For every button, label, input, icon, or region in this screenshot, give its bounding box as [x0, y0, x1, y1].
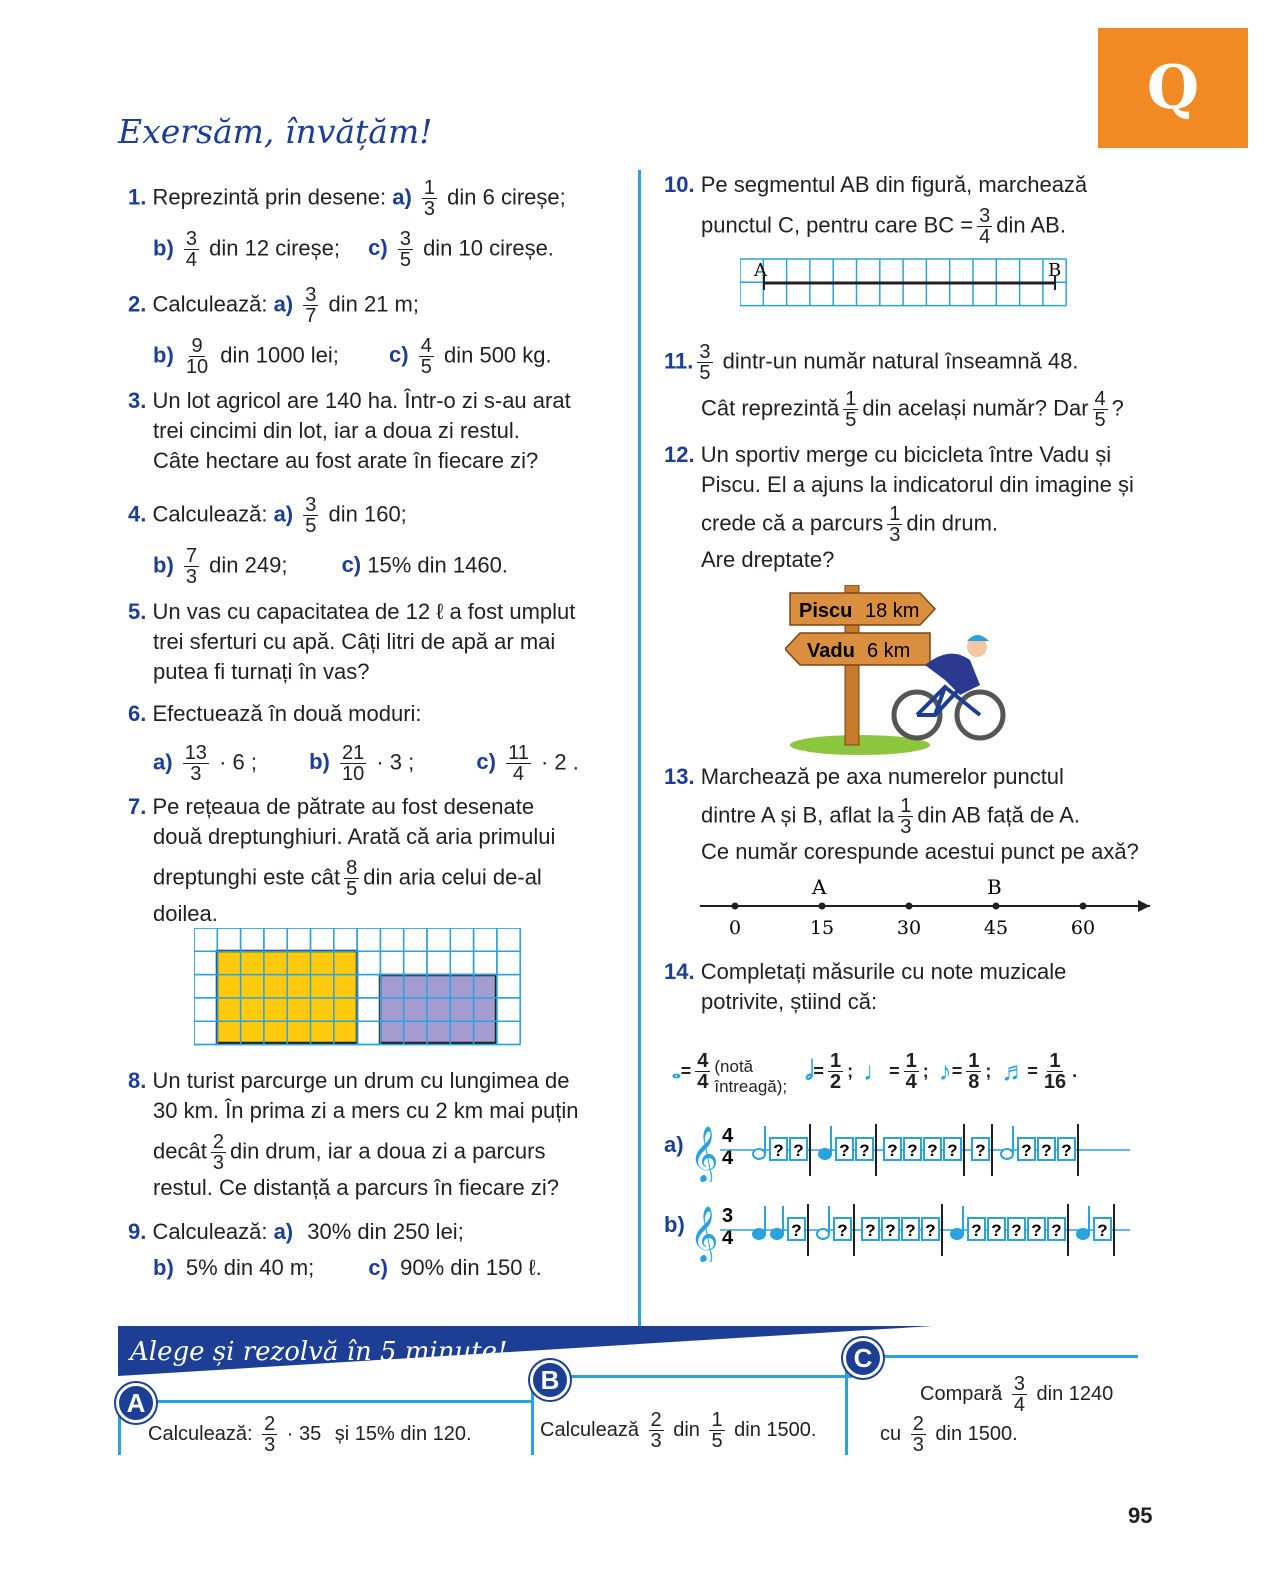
item-label: b): [153, 552, 174, 578]
ex13: [664, 762, 1139, 867]
axis-tick-label: 15: [809, 917, 835, 939]
ex-text: Efectuează în două moduri:: [152, 701, 422, 726]
denominator: 10: [341, 763, 365, 785]
ex-text: putea fi turnați în vas?: [153, 659, 370, 684]
point-b-label: B: [1048, 260, 1062, 281]
fraction: [184, 546, 199, 587]
ex-text: doilea.: [153, 901, 218, 926]
ex-text: crede că a parcurs: [701, 510, 884, 536]
numerator: 2: [212, 1131, 224, 1153]
chapter-letter: Q: [1146, 53, 1200, 123]
ex-text: ?: [1111, 395, 1124, 421]
numerator: 2: [264, 1413, 276, 1435]
page-title: Exersăm, învățăm!: [118, 112, 433, 151]
answer-placeholder: ?: [925, 1221, 936, 1240]
ex-text: 15% din 1460.: [367, 552, 508, 578]
denominator: 3: [650, 1430, 662, 1452]
denominator: 4: [697, 1070, 709, 1093]
ex-text: Un turist parcurge un drum cu lungimea de: [152, 1068, 570, 1093]
number-axis: [700, 872, 1150, 942]
box-text: din: [673, 1418, 700, 1441]
answer-placeholder: ?: [947, 1141, 958, 1160]
ex-text: Piscu. El a ajuns la indicatorul din imagine și: [701, 472, 1134, 497]
answer-placeholder: ?: [905, 1221, 916, 1240]
ex12: [664, 440, 1134, 575]
denominator: 3: [900, 816, 912, 838]
denominator: 5: [420, 356, 432, 378]
item-label: c): [389, 342, 409, 368]
sign-vadu-label: Vadu: [807, 640, 855, 662]
fraction: [211, 1132, 226, 1173]
box-b-badge: B: [530, 1360, 570, 1400]
denominator: 5: [1094, 409, 1106, 431]
denominator: 5: [399, 249, 411, 271]
numerator: 4: [1094, 388, 1106, 410]
box-text: cu: [880, 1422, 902, 1445]
fraction: [340, 743, 366, 784]
point-a-label: A: [812, 875, 827, 899]
ex-text: dreptunghi este cât: [153, 864, 341, 890]
numerator: 1: [905, 1049, 917, 1072]
numerator: 3: [185, 228, 198, 250]
answer-placeholder: ?: [865, 1221, 876, 1240]
half-note-icon: [753, 1149, 765, 1159]
sign-vadu-distance: 6 km: [867, 640, 911, 662]
box-c-badge: C: [843, 1338, 883, 1378]
denominator: 4: [1013, 1394, 1025, 1416]
denominator: 3: [423, 198, 436, 220]
ex-number: 12.: [664, 442, 695, 467]
half-note-icon: [817, 1229, 829, 1239]
denominator: 3: [185, 566, 198, 588]
ex-text: potrivite, știind că:: [701, 989, 878, 1014]
ex11: [664, 342, 1124, 430]
numerator: 4: [697, 1049, 709, 1072]
ex-text: dintr-un număr natural înseamnă 48.: [722, 348, 1079, 374]
answer-placeholder: ?: [907, 1141, 918, 1160]
half-note-icon: [1001, 1149, 1013, 1159]
numerator: 13: [184, 742, 207, 764]
axis-tick: [1080, 903, 1087, 910]
ex4-line2: [153, 546, 508, 587]
ex-text: Ce număr corespunde acestui punct pe axă?: [701, 839, 1139, 864]
answer-placeholder: ?: [837, 1221, 848, 1240]
ex8: [128, 1066, 578, 1203]
item-label: a): [664, 1132, 684, 1157]
item-label: b): [153, 342, 174, 368]
denominator: 4: [512, 763, 525, 785]
answer-placeholder: ?: [859, 1141, 870, 1160]
fraction: [911, 1414, 926, 1455]
numerator: 7: [185, 545, 198, 567]
fraction: [887, 504, 902, 545]
fraction: [422, 178, 437, 219]
answer-placeholder: ?: [791, 1221, 802, 1240]
caption-line: întreagă);: [714, 1077, 788, 1096]
fraction: [966, 1051, 981, 1092]
item-label: c): [476, 749, 496, 775]
ex-number: 13.: [664, 764, 695, 789]
answer-placeholder: ?: [1011, 1221, 1022, 1240]
fraction: [904, 1051, 919, 1092]
ex-text: din 500 kg.: [443, 342, 552, 368]
item-label: a): [273, 501, 294, 527]
ex9-line2: [153, 1253, 542, 1283]
denominator: 2: [829, 1070, 842, 1093]
ex-text: Pe segmentul AB din figură, marchează: [700, 172, 1088, 197]
column-divider: [638, 170, 641, 1330]
box-text: · 35: [286, 1422, 322, 1445]
numerator: 1: [1049, 1049, 1061, 1072]
fraction: [1042, 1051, 1068, 1092]
sign-piscu-distance: 18 km: [865, 600, 920, 622]
ex-number: 3.: [128, 388, 147, 413]
axis-tick-label: 0: [728, 917, 742, 939]
axis-tick: [732, 903, 739, 910]
box-text: din 1240: [1036, 1382, 1114, 1405]
numerator: 1: [900, 795, 912, 817]
answer-placeholder: ?: [927, 1141, 938, 1160]
numerator: 1: [889, 503, 901, 525]
numerator: 3: [305, 494, 317, 516]
ex-number: 9.: [128, 1219, 147, 1244]
note-values-legend: 𝅝 = $\frac{4}{4}$ (notă întreagă); 𝅗𝅥 = $\frac{1}{2}$ ; ♩ = $\frac{1}{4}$ ; ♪ = $\frac{1}{8}$ ; ♬ = $\frac{1}{16}$ .: [672, 1049, 1078, 1096]
grid-rectangles-figure: [194, 928, 524, 1048]
answer-placeholder: ?: [1051, 1221, 1062, 1240]
ex-text: · 3 ;: [376, 749, 415, 775]
fraction: [1093, 389, 1108, 430]
ex-number: 1.: [128, 184, 147, 210]
ex-text: Un vas cu capacitatea de 12 ℓ a fost umplut: [152, 599, 576, 624]
answer-placeholder: ?: [1097, 1221, 1108, 1240]
denominator: 7: [305, 305, 317, 327]
ex-text: din drum, iar a doua zi a parcurs: [229, 1138, 546, 1164]
ex-text: 90% din 150 ℓ.: [400, 1255, 542, 1280]
ex-text: Calculează:: [152, 1219, 268, 1244]
box-a-badge: A: [116, 1383, 156, 1423]
ex9-line1: [128, 1217, 464, 1247]
ex-text: · 2 .: [540, 749, 579, 775]
answer-placeholder: ?: [975, 1141, 986, 1160]
axis-tick-label: 45: [983, 917, 1009, 939]
denominator: 3: [264, 1434, 276, 1456]
numerator: 1: [829, 1049, 842, 1072]
fraction: [697, 342, 712, 383]
quarter-note-icon: [771, 1229, 783, 1239]
staff-a: [690, 1112, 1130, 1182]
ex-number: 7.: [128, 794, 147, 819]
box-c-line1: [920, 1374, 1113, 1415]
ex-text: Un lot agricol are 140 ha. Într-o zi s-au arat: [152, 388, 571, 413]
numerator: 1: [711, 1409, 723, 1431]
ex-text: · 6 ;: [219, 749, 257, 775]
box-text: și 15% din 120.: [334, 1422, 472, 1445]
ex-text: din aria celui de-al: [363, 864, 542, 890]
axis-tick: [993, 903, 1000, 910]
ex10: [664, 170, 1087, 247]
denominator: 3: [212, 1152, 224, 1174]
fraction: [898, 796, 913, 837]
item-label: a): [273, 291, 294, 317]
ex-text: din 10 cireșe.: [423, 235, 554, 261]
ex-text: din drum.: [906, 510, 999, 536]
box-text: Calculează:: [148, 1422, 253, 1445]
fraction: [303, 285, 318, 326]
ex-text: 30% din 250 lei;: [307, 1219, 464, 1244]
quarter-note-icon: [1077, 1229, 1089, 1239]
ex5: [128, 597, 575, 687]
numerator: 9: [191, 335, 203, 357]
axis-ticks: [729, 903, 1095, 940]
banner-title: Alege și rezolvă în 5 minute!: [130, 1337, 508, 1367]
numerator: 8: [346, 857, 358, 879]
ex-text: punctul C, pentru care BC =: [701, 212, 974, 238]
item-label: a): [153, 749, 173, 775]
fraction: [709, 1410, 724, 1451]
numerator: 1: [423, 177, 436, 199]
denominator: 5: [346, 878, 358, 900]
denominator: 16: [1043, 1070, 1067, 1093]
item-label: a): [273, 1219, 294, 1244]
ex-text: Are dreptate?: [701, 547, 835, 572]
item-label: c): [341, 552, 362, 578]
denominator: 4: [185, 249, 198, 271]
fraction: [183, 743, 209, 784]
staff-measures: [720, 1204, 1130, 1256]
ex6-line2: [153, 743, 579, 784]
treble-clef-icon: 𝄞: [690, 1128, 719, 1181]
fraction: [184, 336, 210, 377]
fraction: [398, 229, 413, 270]
numerator: 21: [341, 742, 365, 764]
fraction: [828, 1051, 843, 1092]
numerator: 4: [420, 335, 432, 357]
answer-placeholder: ?: [1021, 1141, 1032, 1160]
ex14: [664, 957, 1066, 1017]
ex-number: 8.: [128, 1068, 147, 1093]
treble-clef-icon: 𝄞: [690, 1208, 719, 1261]
ex-number: 10.: [664, 172, 695, 197]
denominator: 8: [968, 1070, 980, 1093]
ex-text: din 12 cireșe;: [209, 235, 340, 261]
answer-placeholder: ?: [839, 1141, 850, 1160]
item-label: a): [392, 184, 412, 210]
ex4-line1: [128, 495, 407, 536]
time-sig-bottom: 4: [722, 1227, 734, 1249]
ex-text: din AB față de A.: [917, 802, 1081, 828]
ex-text: decât: [153, 1138, 207, 1164]
time-sig-bottom: 4: [722, 1147, 734, 1169]
fraction: [419, 336, 434, 377]
ex7: [128, 792, 555, 929]
axis-tick-label: 30: [896, 917, 922, 939]
ex-text: din 160;: [328, 501, 407, 527]
numerator: 1: [845, 388, 857, 410]
ex-number: 11.: [664, 348, 694, 374]
denominator: 5: [711, 1430, 723, 1452]
rectangle-2: [380, 975, 496, 1043]
box-a-text: [148, 1414, 472, 1455]
ex-text: Cât reprezintă: [701, 395, 840, 421]
denominator: 3: [889, 524, 901, 546]
ex-text: din același număr? Dar: [862, 395, 1089, 421]
fraction: [977, 206, 992, 247]
item-label: b): [153, 1255, 174, 1280]
sixteenth-note-icon: ♬: [1001, 1055, 1028, 1086]
chapter-tab: [1098, 28, 1248, 148]
numerator: 2: [650, 1409, 662, 1431]
ex-text: Completați măsurile cu note muzicale: [700, 959, 1067, 984]
answer-placeholder: ?: [971, 1221, 982, 1240]
staff-measures: [720, 1124, 1130, 1176]
ex-text: din 249;: [209, 552, 288, 578]
denominator: 3: [912, 1434, 924, 1456]
quarter-note-icon: [753, 1229, 765, 1239]
signpost-cyclist-illustration: [785, 585, 1035, 760]
time-sig-top: 3: [722, 1205, 734, 1227]
ex-text: două dreptunghiuri. Arată că aria primului: [153, 824, 556, 849]
ex-text: Un sportiv merge cu bicicleta între Vadu și: [700, 442, 1112, 467]
ex1-line1: [128, 178, 566, 219]
answer-placeholder: ?: [885, 1221, 896, 1240]
item-label: b): [309, 749, 330, 775]
axis-tick: [819, 903, 826, 910]
ex-text: Pe rețeaua de pătrate au fost desenate: [152, 794, 535, 819]
fraction: [649, 1410, 664, 1451]
fraction: [303, 495, 318, 536]
denominator: 3: [190, 763, 202, 785]
point-b-label: B: [987, 875, 1002, 899]
half-note-icon: 𝅗𝅥: [805, 1055, 814, 1085]
ex3: [128, 386, 571, 476]
numerator: 1: [968, 1049, 980, 1072]
ex-number: 2.: [128, 291, 147, 317]
fraction: [843, 389, 858, 430]
numerator: 3: [1013, 1373, 1025, 1395]
answer-placeholder: ?: [793, 1141, 804, 1160]
answer-placeholder: ?: [1041, 1141, 1052, 1160]
denominator: 10: [185, 356, 209, 378]
ex-text: Marchează pe axa numerelor punctul: [700, 764, 1064, 789]
ex-text: restul. Ce distanță a parcurs în fiecare zi?: [153, 1175, 559, 1200]
ex-text: Reprezintă prin desene:: [152, 184, 387, 210]
ex-text: din 21 m;: [328, 291, 419, 317]
answer-placeholder: ?: [1061, 1141, 1072, 1160]
answer-placeholder: ?: [887, 1141, 898, 1160]
numerator: 3: [979, 205, 991, 227]
ex-number: 6.: [128, 701, 147, 726]
fraction: [344, 858, 359, 899]
axis-arrow: [1138, 900, 1150, 912]
caption-line: (notă: [714, 1057, 754, 1076]
ex-text: dintre A și B, aflat la: [701, 802, 895, 828]
ex-text: trei sferturi cu apă. Câți litri de apă ar mai: [153, 629, 556, 654]
box-text: din 1500.: [734, 1418, 817, 1441]
numerator: 11: [508, 742, 529, 764]
denominator: 4: [905, 1070, 917, 1093]
fraction: [184, 229, 199, 270]
ex-text: din AB.: [996, 212, 1066, 238]
numerator: 2: [912, 1413, 924, 1435]
item-label: b): [153, 235, 174, 261]
staff-b: [690, 1192, 1130, 1262]
ex-text: Câte hectare au fost arate în fiecare zi?: [153, 448, 539, 473]
ex-number: 4.: [128, 501, 147, 527]
quarter-note-icon: [951, 1229, 963, 1239]
whole-note-icon: 𝅝: [672, 1058, 681, 1083]
denominator: 4: [979, 226, 991, 248]
fraction: [262, 1414, 277, 1455]
ex-text: din 1000 lei;: [220, 342, 339, 368]
ex-text: Calculează:: [152, 291, 268, 317]
page-number: 95: [1128, 1503, 1153, 1528]
eighth-note-icon: ♪: [938, 1055, 952, 1086]
fraction: [506, 743, 531, 784]
ex-text: 30 km. În prima zi a mers cu 2 km mai puțin: [153, 1098, 579, 1123]
denominator: 5: [699, 362, 711, 384]
fraction: [695, 1051, 710, 1092]
box-text: Compară: [920, 1382, 1003, 1405]
item-label: c): [368, 235, 388, 261]
ex-number: 14.: [664, 959, 695, 984]
answer-placeholder: ?: [773, 1141, 784, 1160]
numerator: 3: [305, 284, 317, 306]
quarter-note-icon: ♩: [863, 1055, 890, 1086]
quarter-note-icon: [819, 1149, 831, 1159]
ex-text: Calculează:: [152, 501, 268, 527]
item-label: c): [368, 1255, 388, 1280]
ex-number: 5.: [128, 599, 147, 624]
answer-placeholder: ?: [991, 1221, 1002, 1240]
ex6-line1: [128, 699, 422, 729]
box-b-text: [540, 1410, 816, 1451]
answer-placeholder: ?: [1031, 1221, 1042, 1240]
ex-text: din 6 cireșe;: [447, 184, 566, 210]
box-text: din 1500.: [935, 1422, 1018, 1445]
time-sig-top: 4: [722, 1125, 734, 1147]
axis-tick: [906, 903, 913, 910]
quiz-banner: [118, 1318, 938, 1378]
ex2-line1: [128, 285, 419, 326]
ex2-line2: [153, 336, 552, 377]
axis-tick-label: 60: [1070, 917, 1096, 939]
ex-text: 5% din 40 m;: [185, 1255, 315, 1280]
segment-grid-figure: [740, 256, 1080, 316]
denominator: 5: [845, 409, 857, 431]
point-a-label: A: [754, 260, 767, 281]
box-text: Calculează: [540, 1418, 639, 1441]
item-label: b): [664, 1212, 685, 1237]
ex1-line2: [153, 229, 554, 270]
ex-text: trei cincimi din lot, iar a doua zi restul.: [153, 418, 520, 443]
denominator: 5: [305, 515, 317, 537]
whole-note-caption: [714, 1057, 787, 1097]
numerator: 3: [699, 341, 711, 363]
numerator: 3: [399, 228, 411, 250]
box-c-line2: [880, 1414, 1018, 1455]
sign-piscu-label: Piscu: [799, 600, 853, 622]
fraction: [1012, 1374, 1027, 1415]
